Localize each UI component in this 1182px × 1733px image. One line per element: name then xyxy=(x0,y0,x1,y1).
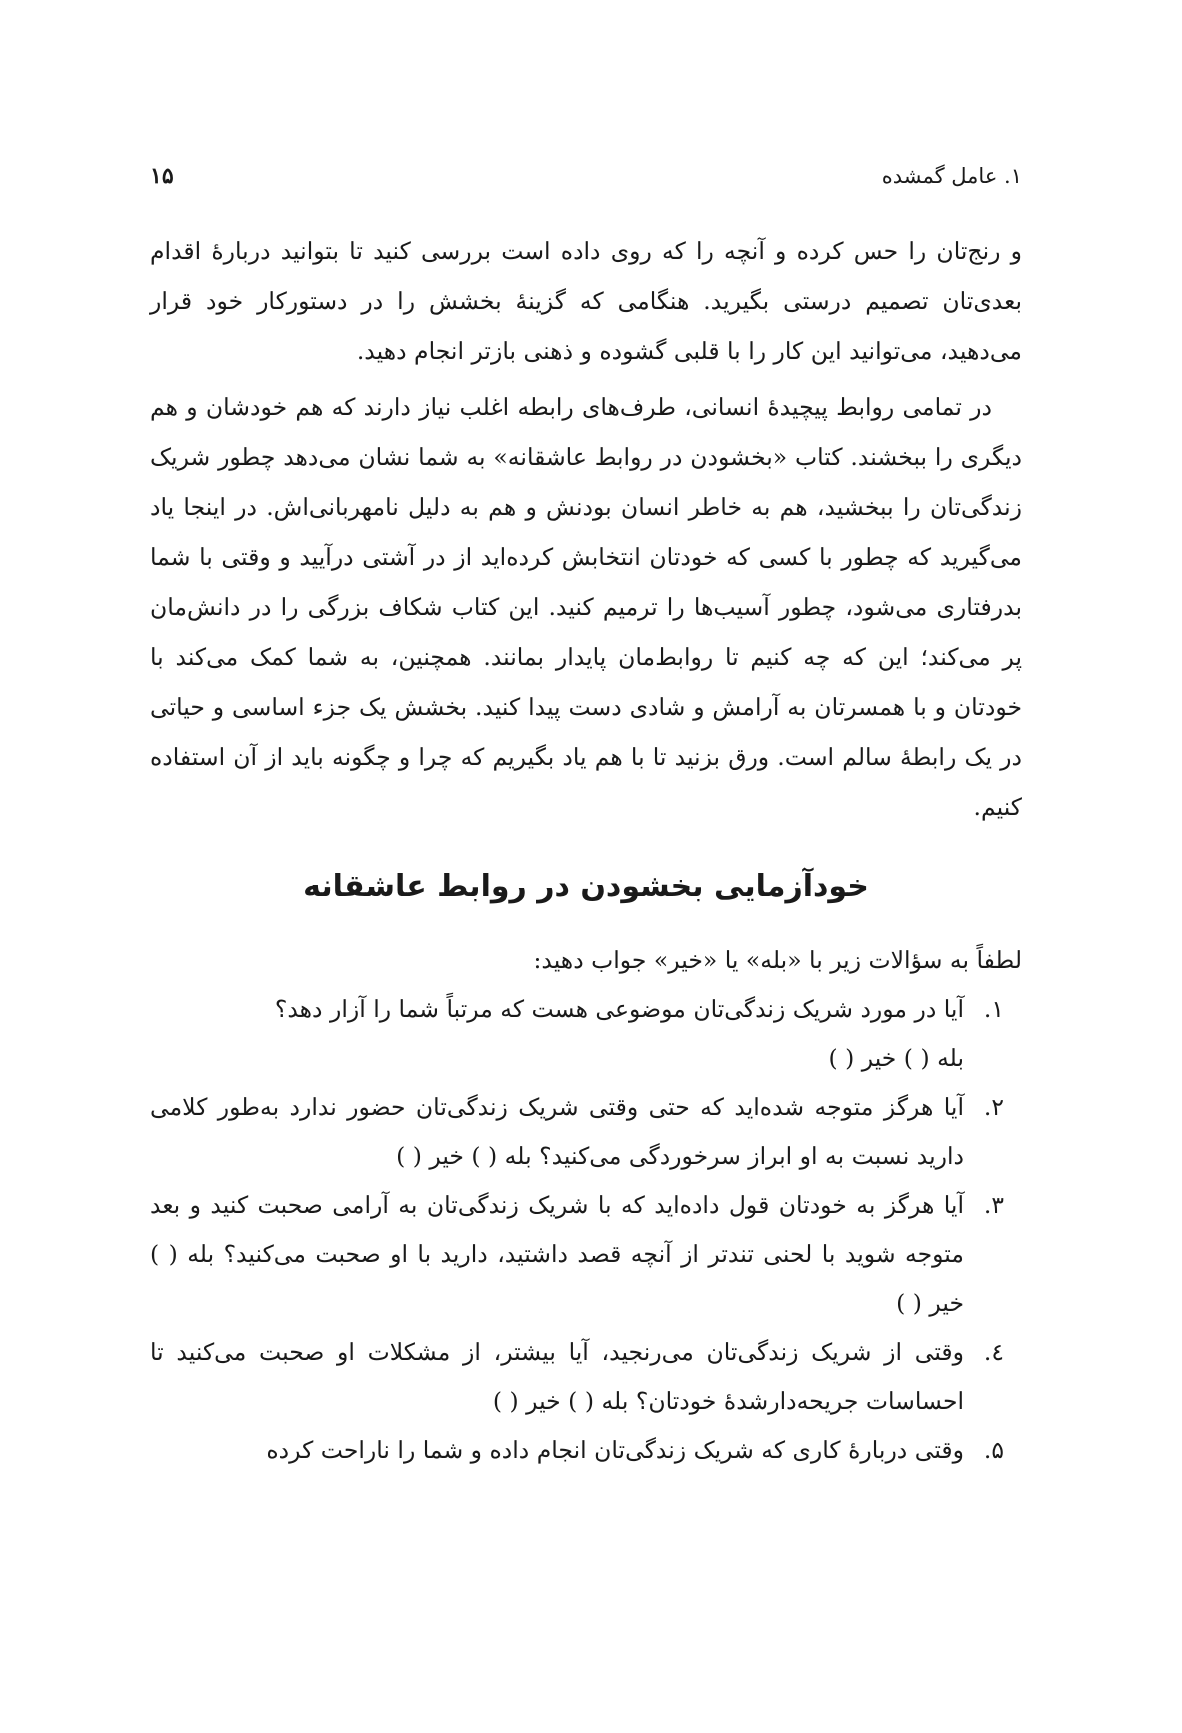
question-text: آیا در مورد شریک زندگی‌تان موضوعی هست که مرتباً شما را آزار دهد؟ xyxy=(274,995,964,1023)
running-header xyxy=(150,158,1022,194)
question-item xyxy=(150,985,1022,1083)
question-item xyxy=(150,1083,1022,1181)
answer-options: بله ( ) خیر ( ) xyxy=(828,1044,964,1072)
question-text: وقتی از شریک زندگی‌تان می‌رنجید، آیا بیشتر، از مشکلات او صحبت می‌کنید تا احساسات جریحه‌دارشدهٔ خودتان؟ xyxy=(150,1338,964,1415)
question-text: آیا هرگز متوجه شده‌اید که حتی وقتی شریک زندگی‌تان حضور ندارد به‌طور کلامی دارید نسبت به او ابراز سرخوردگی می‌کنید؟ xyxy=(150,1093,964,1170)
page-number: ۱۵ xyxy=(150,163,174,189)
paragraph xyxy=(150,382,1022,832)
question-item xyxy=(150,1426,1022,1475)
question-number: ٤. xyxy=(983,1338,1004,1366)
section-heading: خودآزمایی بخشودن در روابط عاشقانه xyxy=(303,869,869,904)
question-number: ۱. xyxy=(983,995,1004,1023)
question-text: آیا هرگز به خودتان قول داده‌اید که با شریک زندگی‌تان به آرامی صحبت کنید و بعد متوجه شوید با لحنی تندتر از آنچه قصد داشتید، دارید با او صحبت می‌کنید؟ xyxy=(150,1191,964,1268)
instructions-text: لطفاً به سؤالات زیر با «بله» یا «خیر» جواب دهید: xyxy=(533,946,1022,974)
paragraph-text: در تمامی روابط پیچیدهٔ انسانی، طرف‌های رابطه اغلب نیاز دارند که هم خودشان و هم دیگری را ببخشند. کتاب «بخشودن در روابط عاشقانه» به شما نشان می‌دهد چطور شریک زندگی‌تان را ببخشید، هم به خاطر انسان بودنش و هم به دلیل نامهربانی‌اش. در اینجا یاد می‌گیرید که چطور با کسی که خودتان انتخابش کرده‌اید از در آشتی درآیید و وقتی با شما بدرفتاری می‌شود، چطور آسیب‌ها را ترمیم کنید. این کتاب شکاف بزرگی را در دانش‌مان پر می‌کند؛ این که چه کنیم تا روابط‌مان پایدار بمانند. همچنین، به شما کمک می‌کند با خودتان و با همسرتان به آرامش و شادی دست پیدا کنید. بخشش یک جزء اساسی و حیاتی در یک رابطهٔ سالم است. ورق بزنید تا با هم یاد بگیریم که چرا و چگونه باید از آن استفاده کنیم. xyxy=(150,393,1022,821)
question-list xyxy=(150,985,1022,1475)
answer-options: بله ( ) خیر ( ) xyxy=(396,1142,532,1170)
paragraph: و رنج‌تان را حس کرده و آنچه را که روی داده است بررسی کنید تا بتوانید دربارهٔ اقدام بعدی‌تان تصمیم درستی بگیرید. هنگامی که گزینهٔ بخشش را در دستورکار خود قرار می‌دهید، می‌توانید این کار را با قلبی گشوده و ذهنی بازتر انجام دهید. xyxy=(150,237,1022,365)
question-item xyxy=(150,1328,1022,1426)
chapter-title: ۱. عامل گمشده xyxy=(881,164,1022,188)
question-text: وقتی دربارهٔ کاری که شریک زندگی‌تان انجام داده و شما را ناراحت کرده xyxy=(266,1436,964,1464)
answer-options: بله ( ) خیر ( ) xyxy=(492,1387,629,1415)
answer-options: بله ( ) خیر ( ) xyxy=(150,1240,964,1317)
question-item xyxy=(150,1181,1022,1328)
question-number: ۵. xyxy=(983,1436,1004,1464)
question-number: ۳. xyxy=(983,1191,1004,1219)
question-number: ۲. xyxy=(983,1093,1004,1121)
